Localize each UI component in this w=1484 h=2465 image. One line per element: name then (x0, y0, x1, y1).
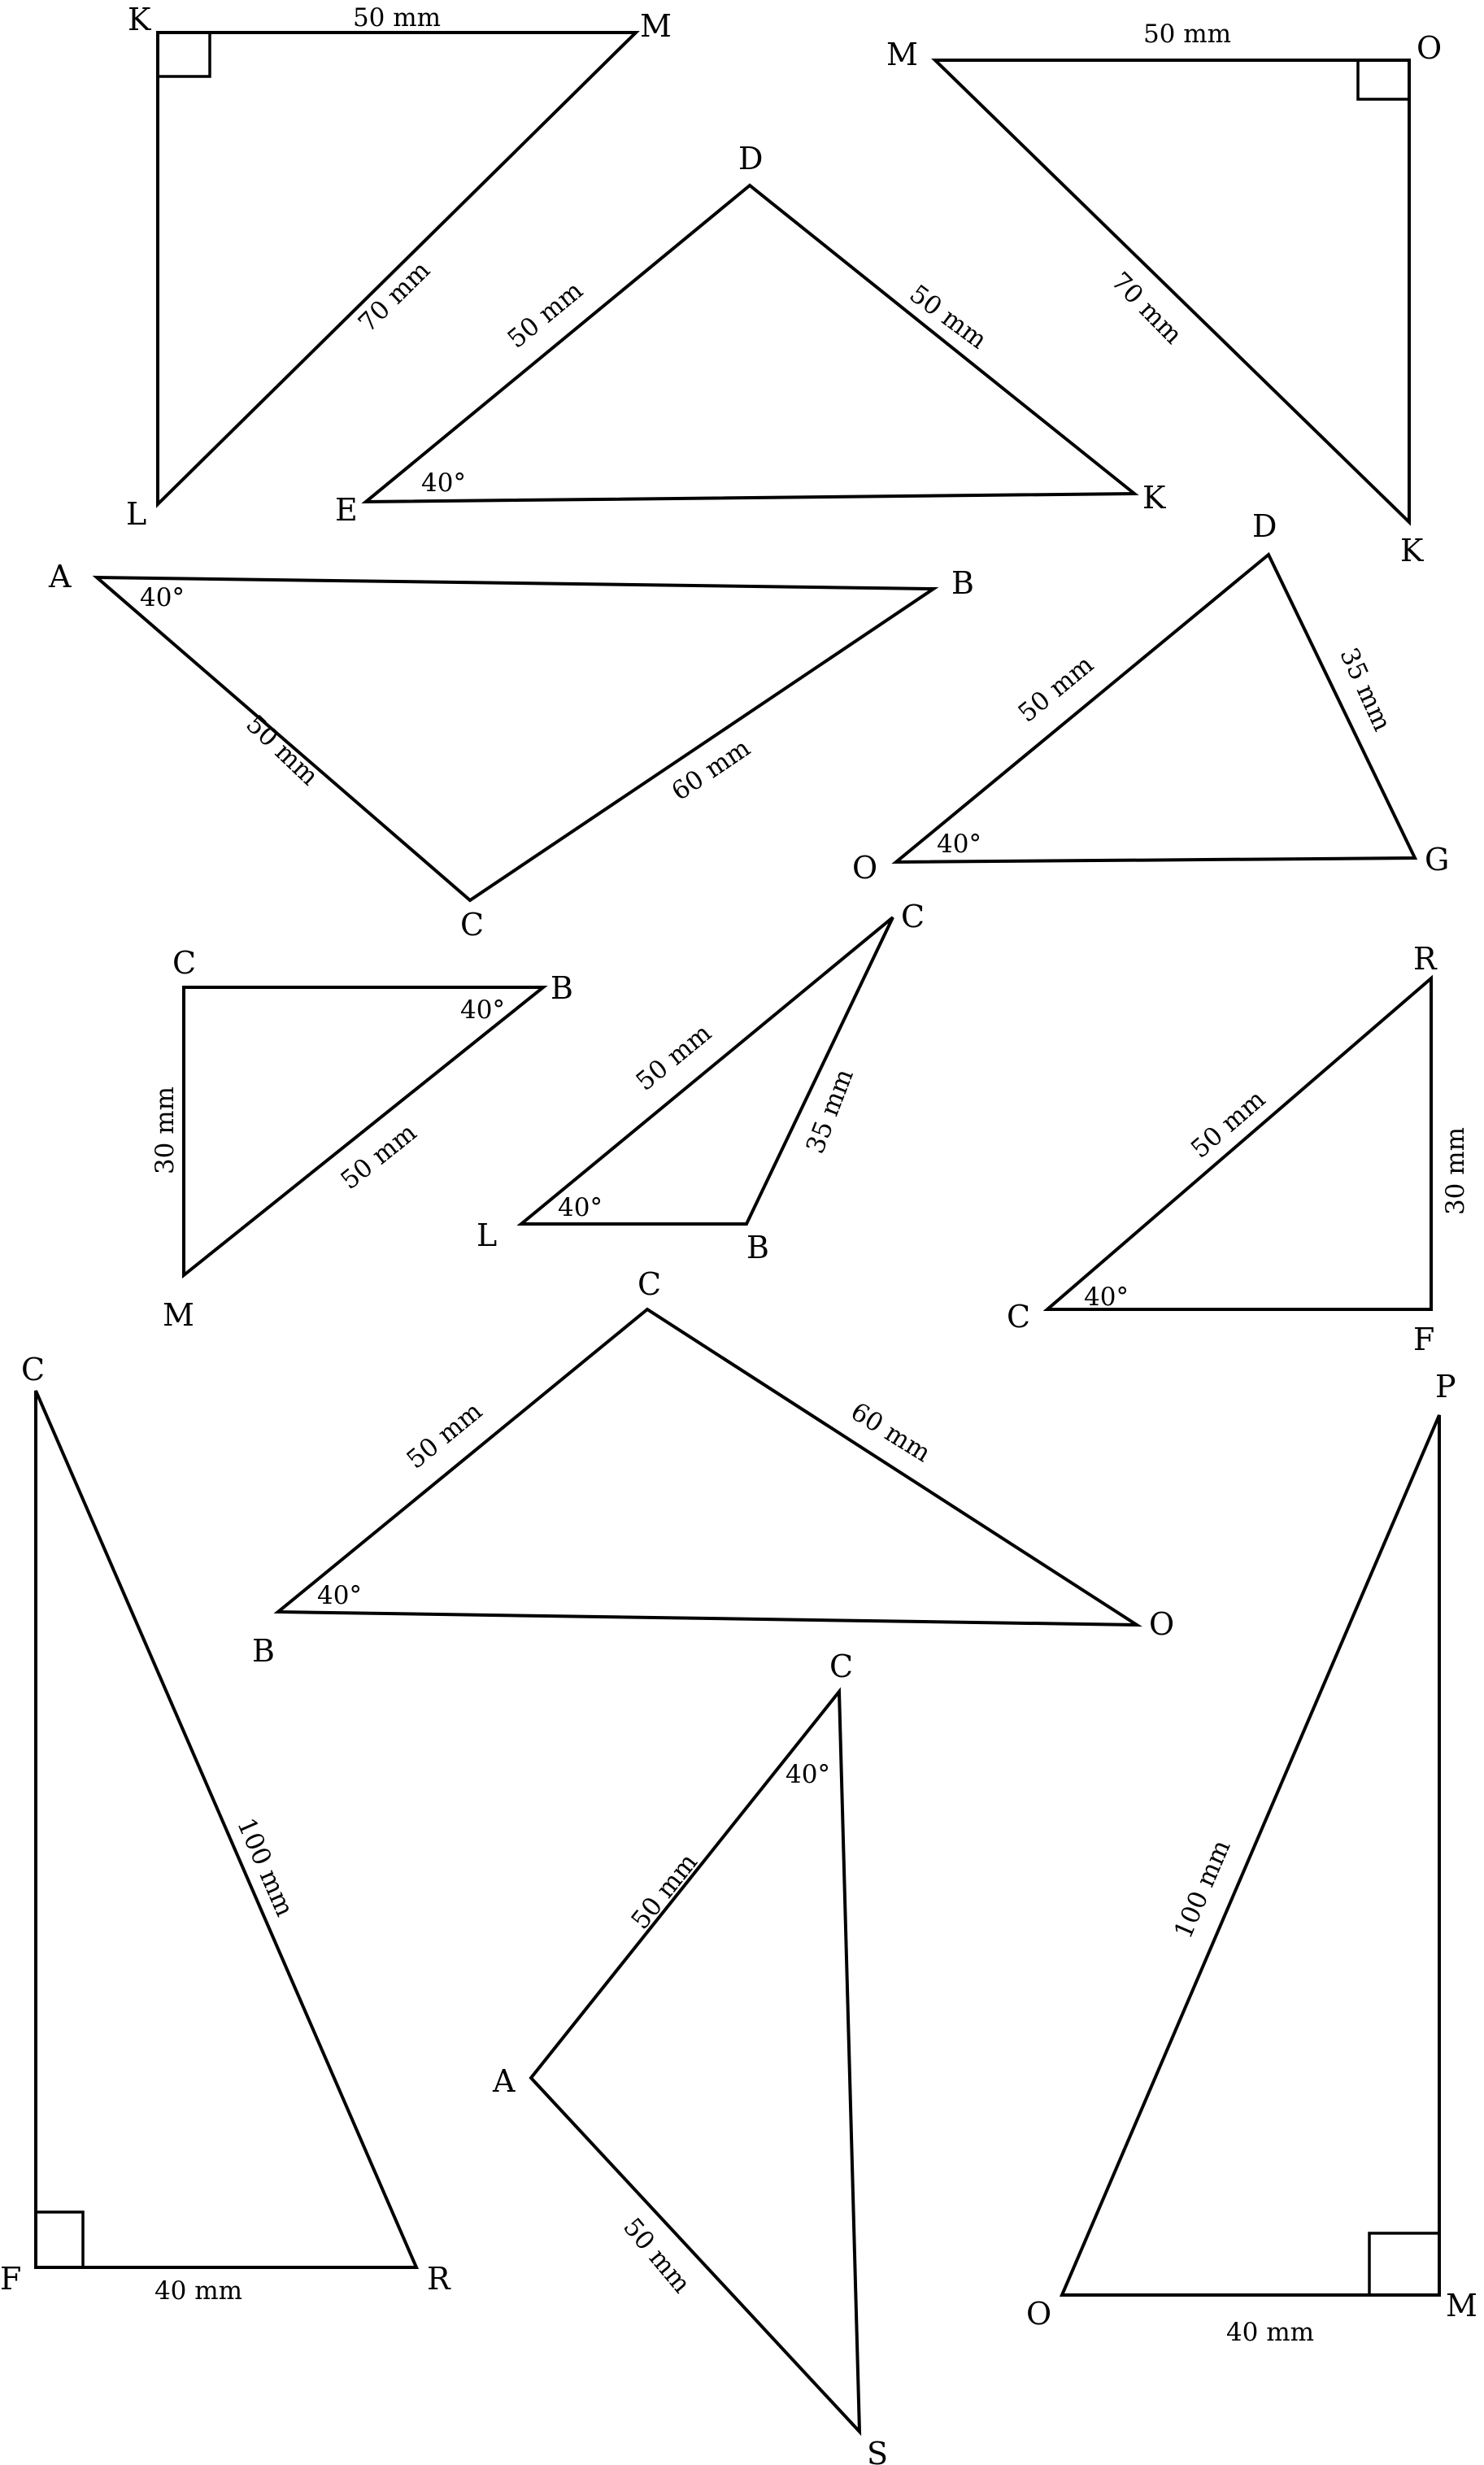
right-angle-mark-k (158, 33, 210, 76)
vertex-label-m: M (886, 37, 918, 72)
angle-label-b: 40° (460, 995, 505, 1025)
vertex-label-o: O (1149, 1606, 1175, 1642)
vertex-label-d: D (738, 141, 764, 176)
side-label-lc: 50 mm (630, 1018, 717, 1097)
vertex-label-f: F (1413, 1322, 1435, 1357)
triangle-dek (335, 141, 1166, 528)
vertex-label-b: B (951, 565, 974, 601)
vertex-label-o: O (1417, 30, 1443, 66)
triangle-dek-outline (366, 185, 1134, 502)
triangle-cbo (252, 1266, 1174, 1669)
vertex-label-c: C (1007, 1299, 1031, 1335)
side-label-rf: 30 mm (1441, 1126, 1470, 1216)
side-label-mk: 70 mm (1105, 266, 1188, 351)
vertex-label-e: E (335, 492, 358, 528)
triangle-mok-outline (935, 60, 1409, 522)
triangle-clb (477, 899, 925, 1265)
side-label-dg: 35 mm (1334, 643, 1397, 736)
vertex-label-b: B (746, 1230, 769, 1265)
triangle-dog (852, 508, 1449, 886)
side-label-co: 60 mm (845, 1396, 936, 1469)
triangle-cas-outline (531, 1692, 860, 2432)
vertex-label-r: R (427, 2261, 450, 2297)
side-label-cr: 50 mm (1185, 1084, 1272, 1165)
vertex-label-f: F (0, 2261, 22, 2297)
right-angle-mark-m (1369, 2233, 1439, 2295)
vertex-label-m: M (1446, 2288, 1477, 2323)
vertex-label-m: M (640, 8, 672, 44)
angle-label-l: 40° (558, 1193, 603, 1222)
angle-label-a: 40° (140, 583, 185, 612)
vertex-label-k: K (1400, 533, 1424, 568)
triangle-cbm (150, 945, 573, 1333)
vertex-label-c: C (21, 1352, 46, 1387)
vertex-label-k: K (1142, 480, 1166, 516)
side-label-as: 50 mm (617, 2212, 697, 2299)
angle-label-c: 40° (786, 1760, 830, 1789)
vertex-label-l: L (477, 1217, 498, 1253)
side-label-ml: 70 mm (352, 255, 437, 338)
vertex-label-l: L (126, 496, 147, 532)
right-angle-mark-o (1358, 60, 1409, 99)
vertex-label-b: B (252, 1633, 275, 1669)
vertex-label-p: P (1435, 1369, 1456, 1405)
side-label-mo: 50 mm (1142, 20, 1232, 49)
side-label-km: 50 mm (352, 3, 442, 33)
vertex-label-k: K (128, 2, 151, 37)
triangle-cbo-outline (278, 1309, 1137, 1625)
side-label-bm: 50 mm (335, 1117, 423, 1196)
vertex-label-a: A (49, 559, 72, 594)
side-label-od: 50 mm (1012, 650, 1099, 729)
triangle-pom-outline (1062, 1415, 1439, 2295)
vertex-label-o: O (1026, 2296, 1052, 2332)
vertex-label-c: C (460, 907, 485, 943)
side-label-om: 40 mm (1225, 2318, 1315, 2347)
vertex-label-s: S (867, 2436, 889, 2465)
side-label-cr: 100 mm (231, 1814, 300, 1921)
triangle-rcf (1007, 941, 1470, 1357)
vertex-label-r: R (1413, 941, 1437, 977)
side-label-ed: 50 mm (502, 276, 589, 355)
angle-label-o: 40° (937, 830, 981, 859)
side-label-cb: 60 mm (666, 733, 756, 807)
side-label-ac: 50 mm (625, 1848, 703, 1936)
side-label-bc: 50 mm (401, 1396, 488, 1475)
vertex-label-a: A (493, 2063, 516, 2099)
vertex-label-c: C (638, 1266, 662, 1302)
side-label-op: 100 mm (1168, 1836, 1237, 1943)
triangle-kml (126, 2, 672, 532)
vertex-label-o: O (852, 850, 878, 886)
side-label-fr: 40 mm (154, 2276, 243, 2306)
right-angle-mark-f (36, 2212, 83, 2267)
triangle-cfr (0, 1352, 451, 2306)
side-label-dk: 50 mm (903, 279, 993, 355)
vertex-label-b: B (551, 970, 573, 1006)
triangle-kml-outline (158, 33, 636, 504)
side-label-cm: 30 mm (150, 1086, 180, 1175)
triangle-pom (1026, 1369, 1477, 2347)
triangle-abc-outline (97, 577, 933, 900)
angle-label-b: 40° (317, 1581, 362, 1610)
vertex-label-c: C (829, 1648, 854, 1684)
side-label-bc: 35 mm (800, 1065, 860, 1158)
vertex-label-c: C (172, 945, 197, 981)
triangle-abc (48, 559, 974, 943)
vertex-label-c: C (901, 899, 925, 934)
triangle-cfr-outline (36, 1391, 416, 2267)
side-label-ac: 50 mm (240, 709, 324, 792)
triangle-rcf-outline (1047, 978, 1431, 1309)
vertex-label-d: D (1252, 508, 1277, 544)
vertex-label-g: G (1425, 842, 1450, 878)
angle-label-c: 40° (1084, 1283, 1129, 1312)
vertex-label-m: M (163, 1297, 194, 1333)
triangle-cas (492, 1648, 888, 2465)
angle-label-e: 40° (421, 468, 466, 498)
